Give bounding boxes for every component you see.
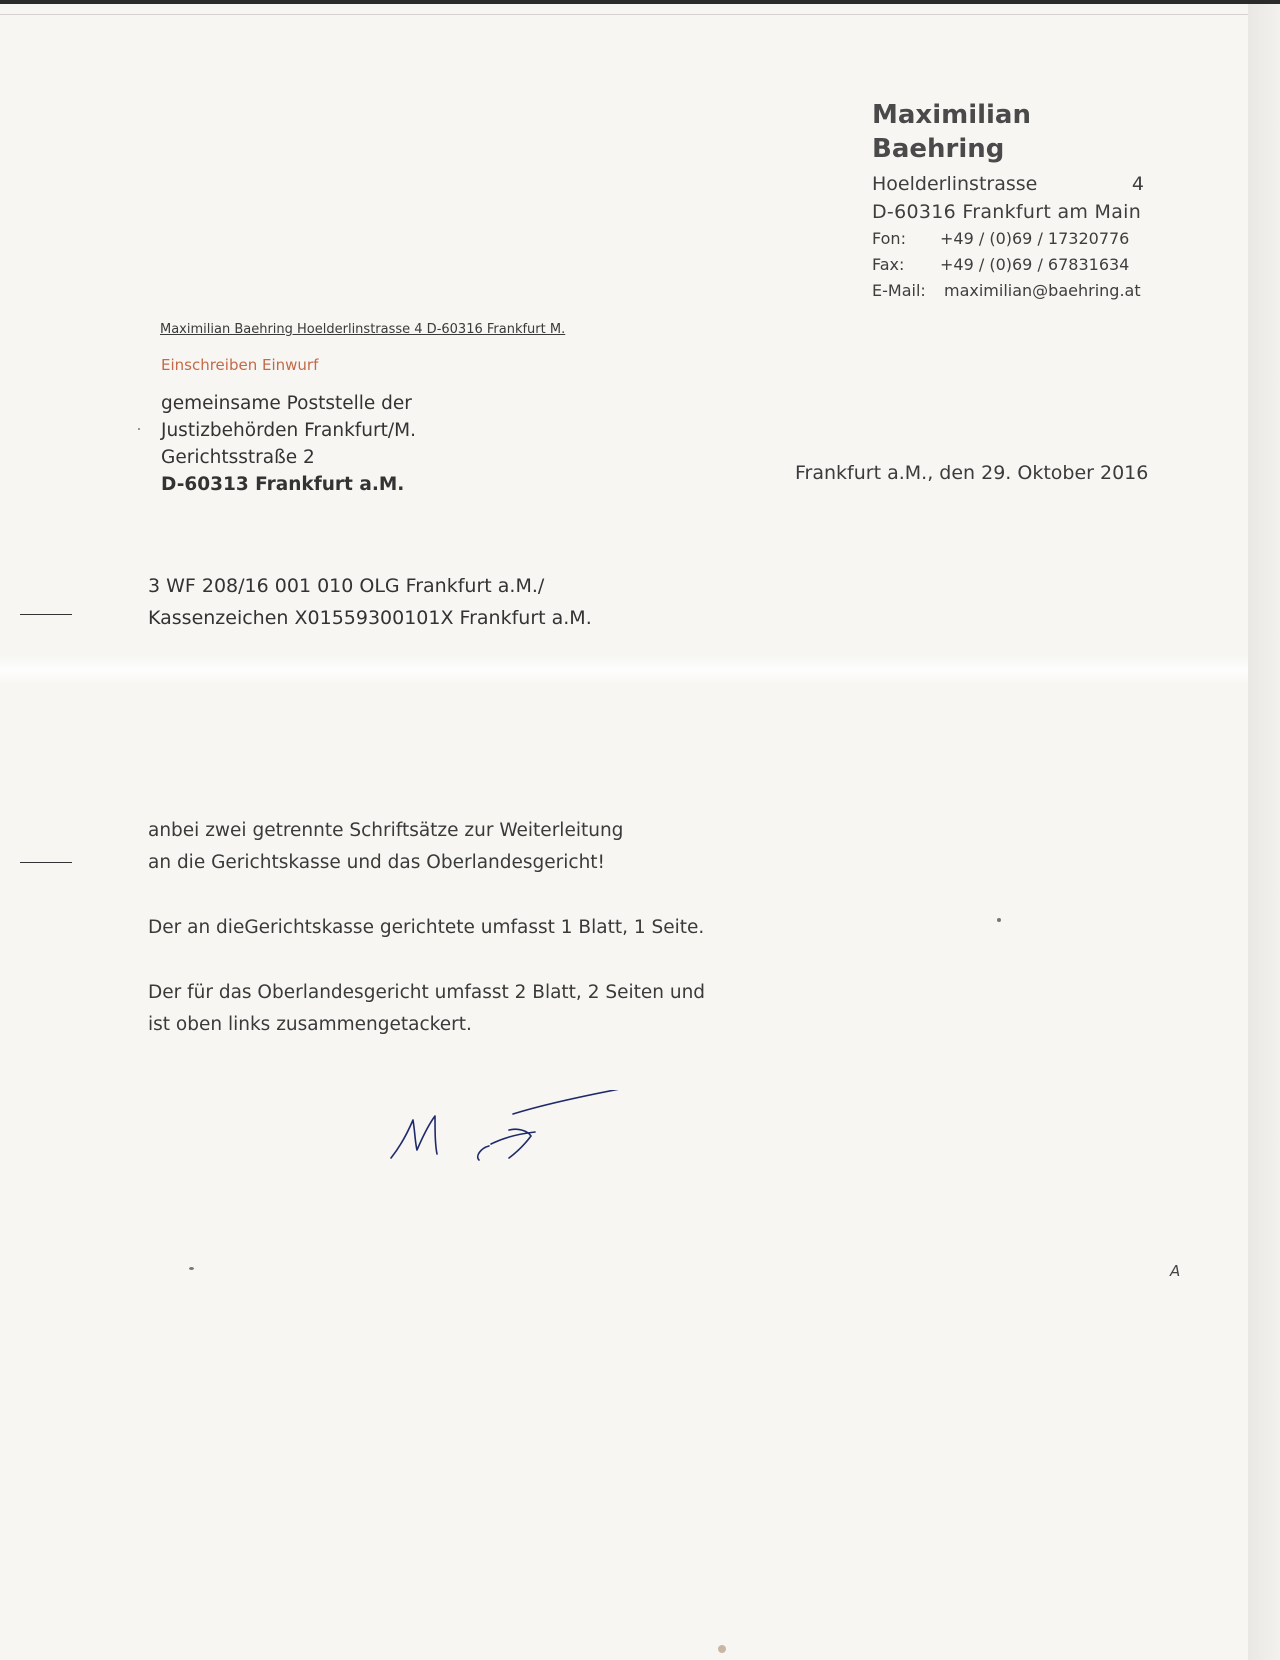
scan-speck — [997, 918, 1001, 922]
contact-value: maximilian@baehring.at — [944, 281, 1141, 300]
body-line: anbei zwei getrennte Schriftsätze zur Weiterleitung — [148, 820, 624, 841]
date-line: Frankfurt a.M., den 29. Oktober 2016 — [795, 462, 1149, 484]
recipient-line: Gerichtsstraße 2 — [161, 447, 315, 468]
sender-street-line — [872, 170, 1144, 198]
contact-value: +49 / (0)69 / 17320776 — [940, 229, 1130, 248]
punch-mark — [20, 862, 72, 863]
reference-block — [148, 570, 592, 634]
contact-label: Fax: — [872, 255, 905, 274]
scan-speck — [189, 1267, 194, 1270]
recipient-address — [161, 390, 416, 498]
body-paragraph — [148, 977, 705, 1041]
reference-line: 3 WF 208/16 001 010 OLG Frankfurt a.M./ — [148, 575, 545, 597]
sender-city: D-60316 Frankfurt am Main — [872, 201, 1142, 223]
delivery-type: Einschreiben Einwurf — [161, 356, 319, 374]
sender-name: Maximilian Baehring — [872, 100, 1031, 164]
contact-label: Fon: — [872, 229, 906, 248]
body-line: ist oben links zusammengetackert. — [148, 1014, 472, 1035]
body-line: Der an dieGerichtskasse gerichtete umfasst 1 Blatt, 1 Seite. — [148, 917, 705, 938]
recipient-line: gemeinsame Poststelle der — [161, 393, 412, 414]
recipient-city: D-60313 Frankfurt a.M. — [161, 474, 405, 495]
page-number: A — [1170, 1262, 1181, 1280]
scan-speck — [718, 1645, 726, 1653]
sender-house-number: 4 — [1131, 173, 1144, 195]
paper-fold — [0, 655, 1248, 685]
reference-line: Kassenzeichen X01559300101X Frankfurt a.M. — [148, 607, 592, 629]
scan-right-edge — [1248, 4, 1280, 1660]
sender-block — [872, 98, 1144, 304]
body-paragraph — [148, 912, 704, 944]
sender-street: Hoelderlinstrasse — [872, 173, 1038, 195]
body-line: Der für das Oberlandesgericht umfasst 2 Blatt, 2 Seiten und — [148, 982, 706, 1003]
contact-email — [872, 278, 1144, 304]
fold-mark — [20, 614, 72, 615]
body-paragraph — [148, 815, 623, 879]
scan-speck — [138, 428, 140, 430]
return-address-line: Maximilian Baehring Hoelderlinstrasse 4 D-60316 Frankfurt M. — [160, 322, 566, 337]
contact-value: +49 / (0)69 / 67831634 — [940, 255, 1130, 274]
body-line: an die Gerichtskasse und das Oberlandesgericht! — [148, 852, 605, 873]
contact-phone — [872, 226, 1144, 252]
recipient-line: Justizbehörden Frankfurt/M. — [161, 420, 416, 441]
signature — [385, 1090, 630, 1170]
contact-label: E-Mail: — [872, 281, 926, 300]
contact-fax — [872, 252, 1144, 278]
scan-inner-line — [0, 14, 1248, 15]
